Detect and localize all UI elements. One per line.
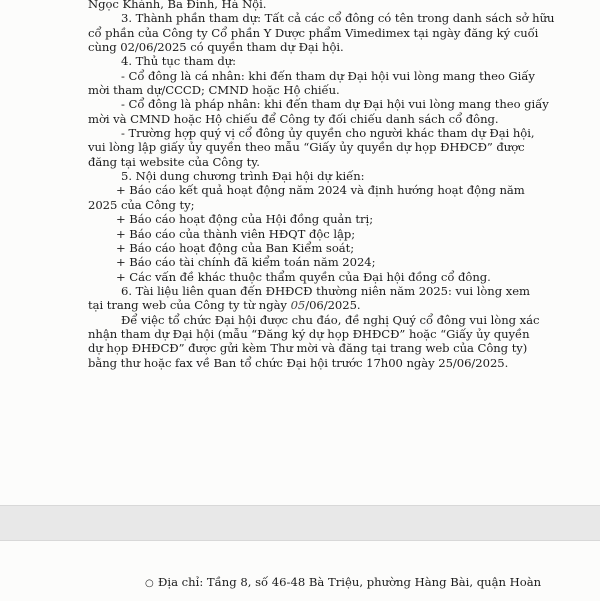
section-5-item-2: + Báo cáo hoạt động của Hội đồng quản trị; — [116, 212, 374, 227]
section-5-item-3: + Báo cáo của thành viên HĐQT độc lập; — [116, 226, 356, 241]
section-4-p3-line-1: - Trường hợp quý vị cổ đông ủy quyền cho người khác tham dự Đại hội, — [121, 126, 535, 141]
section-5-item-5: + Báo cáo tài chính đã kiểm toán năm 2024; — [116, 255, 376, 270]
section-3-line-2: cổ phần của Công ty Cổ phần Y Dược phẩm Vimedimex tại ngày đăng ký cuối — [88, 25, 539, 40]
footer-address — [145, 575, 595, 591]
section-3-line-3: cùng 02/06/2025 có quyền tham dự Đại hội. — [88, 40, 344, 55]
section-5-heading: 5. Nội dung chương trình Đại hội dự kiến: — [121, 169, 365, 184]
closing-line-4: bằng thư hoặc fax về Ban tổ chức Đại hội trước 17h00 ngày 25/06/2025. — [88, 355, 509, 370]
section-6-day: 05 — [290, 298, 306, 313]
section-3-line-1: 3. Thành phần tham dự: Tất cả các cổ đông có tên trong danh sách sở hữu — [121, 11, 555, 26]
section-6-prefix: tại trang web của Công ty từ ngày — [88, 298, 291, 313]
section-5-item-6: + Các vấn đề khác thuộc thẩm quyền của Đại hội đồng cổ đông. — [116, 269, 491, 284]
section-4-p1-line-1: - Cổ đông là cá nhân: khi đến tham dự Đại hội vui lòng mang theo Giấy — [121, 68, 535, 83]
document-body — [88, 0, 588, 370]
section-6-line-2 — [88, 298, 588, 312]
section-4-p2-line-1: - Cổ đông là pháp nhân: khi đến tham dự Đại hội vui lòng mang theo giấy — [121, 97, 549, 112]
section-4-p2-line-2: mời và CMND hoặc Hộ chiếu để Công ty đối chiếu danh sách cổ đông. — [88, 111, 499, 126]
section-4-p1-line-2: mời tham dự/CCCD; CMND hoặc Hộ chiếu. — [88, 83, 340, 98]
section-5-item-4: + Báo cáo hoạt động của Ban Kiểm soát; — [116, 240, 355, 255]
document-page-2 — [0, 540, 600, 601]
section-5-item-1-line-2: 2025 của Công ty; — [88, 197, 195, 212]
footer-address-text: Địa chỉ: Tầng 8, số 46-48 Bà Triệu, phường Hàng Bài, quận Hoàn — [158, 575, 542, 589]
section-5-item-1-line-1: + Báo cáo kết quả hoạt động năm 2024 và định hướng hoạt động năm — [116, 183, 525, 198]
section-4-heading: 4. Thủ tục tham dự: — [121, 54, 236, 69]
footer-bullet-icon: ○ — [145, 578, 154, 589]
closing-line-3: dự họp ĐHĐCĐ” được gửi kèm Thư mời và đăng tại trang web của Công ty) — [88, 341, 528, 356]
section-4-p3-line-3: đăng tại website của Công ty. — [88, 154, 260, 169]
section-4-p3-line-2: vui lòng lập giấy ủy quyền theo mẫu “Giấy ủy quyền dự họp ĐHĐCĐ” được — [88, 140, 525, 155]
section-6-suffix: /06/2025. — [305, 298, 361, 313]
page-gap — [0, 506, 600, 540]
closing-line-1: Để việc tổ chức Đại hội được chu đáo, đề nghị Quý cổ đông vui lòng xác — [121, 312, 540, 327]
address-line: Ngọc Khánh, Ba Đình, Hà Nội. — [88, 0, 267, 11]
section-6-line-1: 6. Tài liệu liên quan đến ĐHĐCĐ thường niên năm 2025: vui lòng xem — [121, 283, 530, 298]
closing-line-2: nhận tham dự Đại hội (mẫu “Đăng ký dự họp ĐHĐCĐ” hoặc “Giấy ủy quyền — [88, 326, 530, 341]
